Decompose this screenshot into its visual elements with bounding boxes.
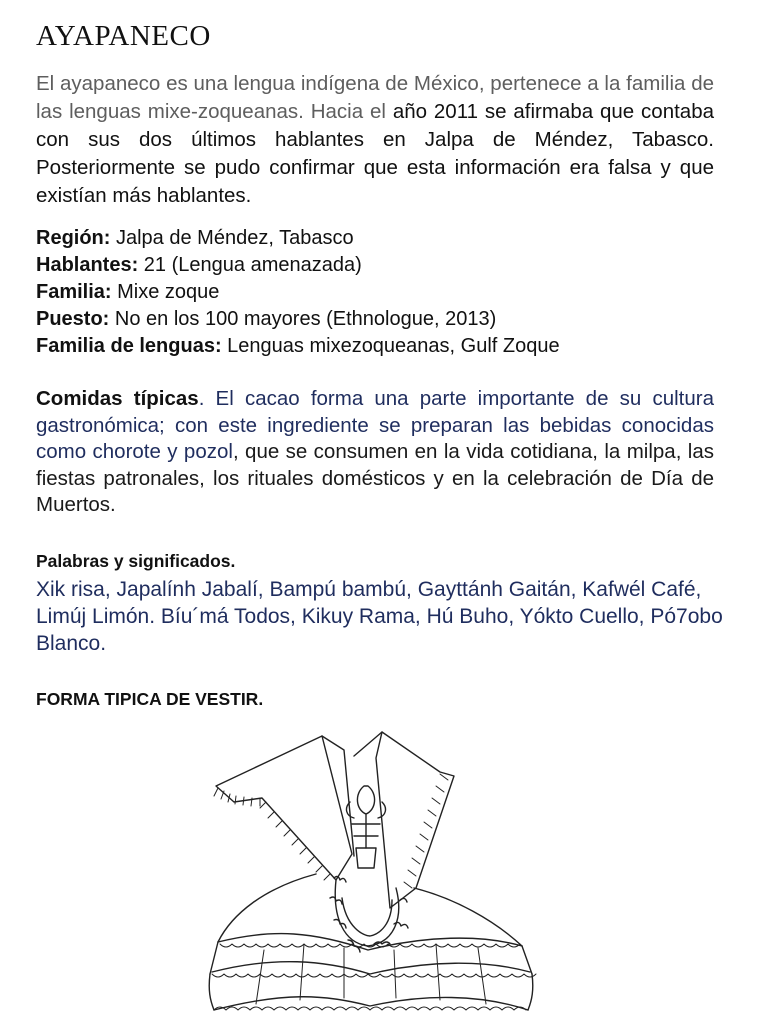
- fact-hablantes: [36, 252, 726, 279]
- intro-text-muted: El ayapaneco es una lengua indígena de México, pertenece a la familia de las lenguas mixe-zoqueanas. Hacia el: [36, 72, 714, 123]
- facts-list: [36, 225, 726, 360]
- fact-label: Puesto:: [36, 308, 110, 330]
- fact-label: Hablantes:: [36, 254, 139, 276]
- intro-text: año 2011 se afirmaba que contaba con sus dos últimos hablantes en Jalpa de Méndez, Tabasco. Posteriormente se pudo confirmar que esta información era falsa y que existían más hablantes.: [36, 100, 714, 207]
- fact-label: Familia:: [36, 281, 112, 303]
- fact-value: Jalpa de Méndez, Tabasco: [110, 227, 354, 249]
- traditional-dress-illustration: [204, 728, 538, 1014]
- page-title: AYAPANECO: [36, 20, 211, 52]
- vestir-heading: FORMA TIPICA DE VESTIR.: [36, 689, 264, 709]
- fact-value: Mixe zoque: [111, 281, 220, 303]
- fact-value: 21 (Lengua amenazada): [138, 254, 362, 276]
- comidas-text-2: , que se consumen en la vida cotidiana, la milpa, las fiestas patronales, los rituales domésticos y en la celebración de Día de Muertos.: [36, 440, 714, 516]
- fact-familia-lenguas: [36, 333, 726, 360]
- comidas-text-1: . El cacao forma una parte importante de su cultura gastronómica; con este ingrediente se preparan las bebidas conocidas como chorote y pozol: [36, 387, 714, 463]
- palabras-text: Xik risa, Japalính Jabalí, Bampú bambú, Gayttánh Gaitán, Kafwél Café, Limúj Limón. Bíu´má Todos, Kikuy Rama, Hú Buho, Yókto Cuello, Pó7obo Blanco.: [36, 578, 723, 655]
- fact-familia: [36, 279, 726, 306]
- comidas-paragraph: [36, 386, 714, 519]
- intro-paragraph: [36, 70, 714, 210]
- fact-value: Lenguas mixezoqueanas, Gulf Zoque: [221, 335, 560, 357]
- comidas-label: Comidas típicas: [36, 387, 199, 410]
- fact-value: No en los 100 mayores (Ethnologue, 2013): [109, 308, 497, 330]
- fact-label: Familia de lenguas:: [36, 335, 222, 357]
- fact-label: Región:: [36, 227, 111, 249]
- dress-drawing-icon: [204, 728, 538, 1014]
- fact-region: [36, 225, 726, 252]
- fact-puesto: [36, 306, 726, 333]
- palabras-heading: Palabras y significados.: [36, 551, 236, 571]
